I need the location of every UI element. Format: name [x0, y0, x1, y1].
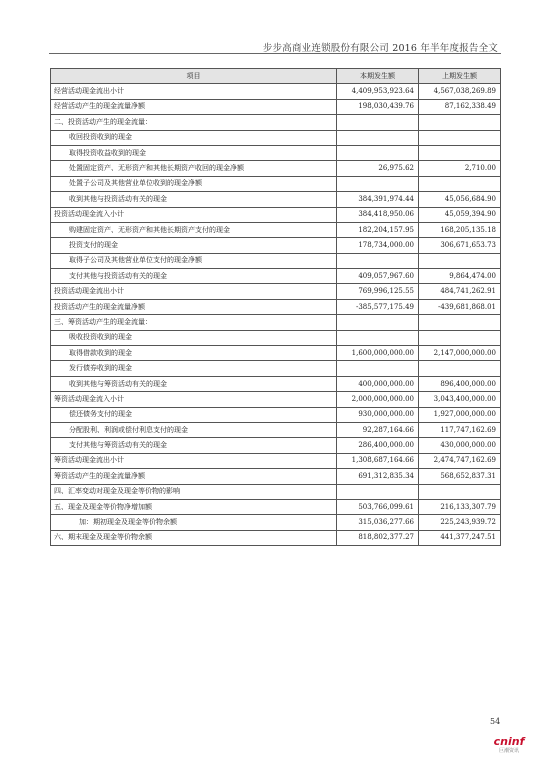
row-current-amount: 691,312,835.34 [337, 469, 419, 484]
table-row [51, 192, 501, 207]
table-row [51, 99, 501, 114]
table-row [51, 207, 501, 222]
row-previous-amount: 441,377,247.51 [419, 530, 501, 545]
row-item-label: 筹资活动现金流入小计 [51, 392, 337, 407]
row-item-label: 六、期末现金及现金等价物余额 [51, 530, 337, 545]
table-row [51, 284, 501, 299]
row-current-amount [337, 176, 419, 191]
row-current-amount [337, 484, 419, 499]
table-row [51, 145, 501, 160]
row-current-amount: 178,734,000.00 [337, 238, 419, 253]
table-row [51, 422, 501, 437]
row-previous-amount: 2,710.00 [419, 161, 501, 176]
table-row [51, 269, 501, 284]
row-current-amount [337, 145, 419, 160]
row-previous-amount: 2,474,747,162.69 [419, 453, 501, 468]
row-previous-amount: 896,400,000.00 [419, 376, 501, 391]
table-row [51, 238, 501, 253]
table-row [51, 484, 501, 499]
table-row [51, 330, 501, 345]
table-row [51, 315, 501, 330]
table-row [51, 115, 501, 130]
logo-brand-text: cninf [493, 735, 525, 748]
row-item-label: 筹资活动现金流出小计 [51, 453, 337, 468]
row-previous-amount [419, 330, 501, 345]
row-previous-amount: 45,056,684.90 [419, 192, 501, 207]
row-previous-amount: 216,133,307.79 [419, 499, 501, 514]
row-previous-amount: 9,864,474.00 [419, 269, 501, 284]
row-item-label: 三、筹资活动产生的现金流量： [51, 315, 337, 330]
row-current-amount [337, 115, 419, 130]
cash-flow-table [50, 68, 501, 546]
row-item-label: 处置固定资产、无形资产和其他长期资产收回的现金净额 [51, 161, 337, 176]
row-item-label: 取得子公司及其他营业单位支付的现金净额 [51, 253, 337, 268]
header-divider [49, 53, 501, 54]
row-item-label: 支付其他与筹资活动有关的现金 [51, 438, 337, 453]
row-item-label: 投资活动现金流入小计 [51, 207, 337, 222]
cninfo-logo [487, 736, 531, 766]
row-current-amount [337, 361, 419, 376]
row-previous-amount: 484,741,262.91 [419, 284, 501, 299]
row-previous-amount: 4,567,038,269.89 [419, 84, 501, 99]
row-previous-amount: 430,000,000.00 [419, 438, 501, 453]
table-row [51, 376, 501, 391]
row-current-amount [337, 315, 419, 330]
row-item-label: 取得投资收益收到的现金 [51, 145, 337, 160]
row-item-label: 取得借款收到的现金 [51, 346, 337, 361]
row-current-amount: 92,287,164.66 [337, 422, 419, 437]
table-row [51, 84, 501, 99]
table-row [51, 161, 501, 176]
row-current-amount: 384,418,950.06 [337, 207, 419, 222]
row-current-amount [337, 330, 419, 345]
column-header-current-period: 本期发生额 [337, 69, 419, 84]
row-previous-amount [419, 115, 501, 130]
row-current-amount: 1,600,000,000.00 [337, 346, 419, 361]
row-item-label: 二、投资活动产生的现金流量： [51, 115, 337, 130]
row-previous-amount [419, 361, 501, 376]
row-item-label: 处置子公司及其他营业单位收到的现金净额 [51, 176, 337, 191]
row-previous-amount: 117,747,162.69 [419, 422, 501, 437]
table-row [51, 515, 501, 530]
table-header-row [51, 69, 501, 84]
table-row [51, 469, 501, 484]
row-previous-amount [419, 130, 501, 145]
table-row [51, 407, 501, 422]
row-item-label: 偿还债务支付的现金 [51, 407, 337, 422]
row-item-label: 投资支付的现金 [51, 238, 337, 253]
row-item-label: 加：期初现金及现金等价物余额 [51, 515, 337, 530]
row-previous-amount: 1,927,000,000.00 [419, 407, 501, 422]
row-current-amount: -385,577,175.49 [337, 299, 419, 314]
row-item-label: 五、现金及现金等价物净增加额 [51, 499, 337, 514]
row-current-amount: 26,975.62 [337, 161, 419, 176]
table-row [51, 392, 501, 407]
table-row [51, 346, 501, 361]
row-previous-amount: 168,205,135.18 [419, 222, 501, 237]
table-row [51, 253, 501, 268]
page-number: 54 [490, 717, 501, 726]
row-item-label: 收回投资收到的现金 [51, 130, 337, 145]
row-current-amount: 384,391,974.44 [337, 192, 419, 207]
row-previous-amount: -439,681,868.01 [419, 299, 501, 314]
row-item-label: 支付其他与投资活动有关的现金 [51, 269, 337, 284]
table-row [51, 299, 501, 314]
row-current-amount: 1,308,687,164.66 [337, 453, 419, 468]
row-previous-amount [419, 176, 501, 191]
column-header-previous-period: 上期发生额 [419, 69, 501, 84]
table-row [51, 361, 501, 376]
row-previous-amount [419, 145, 501, 160]
row-previous-amount: 3,043,400,000.00 [419, 392, 501, 407]
row-current-amount [337, 130, 419, 145]
row-previous-amount: 87,162,338.49 [419, 99, 501, 114]
row-previous-amount: 306,671,653.73 [419, 238, 501, 253]
row-item-label: 发行债券收到的现金 [51, 361, 337, 376]
row-previous-amount [419, 484, 501, 499]
row-item-label: 吸收投资收到的现金 [51, 330, 337, 345]
row-current-amount: 930,000,000.00 [337, 407, 419, 422]
row-item-label: 经营活动现金流出小计 [51, 84, 337, 99]
row-previous-amount: 225,243,939.72 [419, 515, 501, 530]
row-previous-amount [419, 315, 501, 330]
row-current-amount: 409,057,967.60 [337, 269, 419, 284]
row-current-amount: 818,802,377.27 [337, 530, 419, 545]
table-row [51, 130, 501, 145]
table-row [51, 499, 501, 514]
row-current-amount: 182,204,157.95 [337, 222, 419, 237]
row-item-label: 投资活动现金流出小计 [51, 284, 337, 299]
row-current-amount: 198,030,439.76 [337, 99, 419, 114]
table-row [51, 176, 501, 191]
row-item-label: 购建固定资产、无形资产和其他长期资产支付的现金 [51, 222, 337, 237]
row-current-amount: 769,996,125.55 [337, 284, 419, 299]
table-row [51, 530, 501, 545]
row-item-label: 四、汇率变动对现金及现金等价物的影响 [51, 484, 337, 499]
table-row [51, 453, 501, 468]
report-header-title: 步步高商业连锁股份有限公司 2016 年半年度报告全文 [262, 43, 498, 54]
row-item-label: 投资活动产生的现金流量净额 [51, 299, 337, 314]
logo-sub-text: 巨潮资讯 [498, 748, 519, 754]
row-item-label: 收到其他与筹资活动有关的现金 [51, 376, 337, 391]
row-current-amount [337, 253, 419, 268]
table-row [51, 438, 501, 453]
row-item-label: 分配股利、利润或偿付利息支付的现金 [51, 422, 337, 437]
row-current-amount: 503,766,099.61 [337, 499, 419, 514]
row-item-label: 筹资活动产生的现金流量净额 [51, 469, 337, 484]
row-previous-amount [419, 253, 501, 268]
row-item-label: 收到其他与投资活动有关的现金 [51, 192, 337, 207]
row-item-label: 经营活动产生的现金流量净额 [51, 99, 337, 114]
row-current-amount: 2,000,000,000.00 [337, 392, 419, 407]
row-current-amount: 286,400,000.00 [337, 438, 419, 453]
row-current-amount: 4,409,953,923.64 [337, 84, 419, 99]
table-row [51, 222, 501, 237]
row-current-amount: 400,000,000.00 [337, 376, 419, 391]
column-header-item: 项目 [51, 69, 337, 84]
row-current-amount: 315,036,277.66 [337, 515, 419, 530]
row-previous-amount: 45,059,394.90 [419, 207, 501, 222]
row-previous-amount: 568,652,837.31 [419, 469, 501, 484]
row-previous-amount: 2,147,000,000.00 [419, 346, 501, 361]
